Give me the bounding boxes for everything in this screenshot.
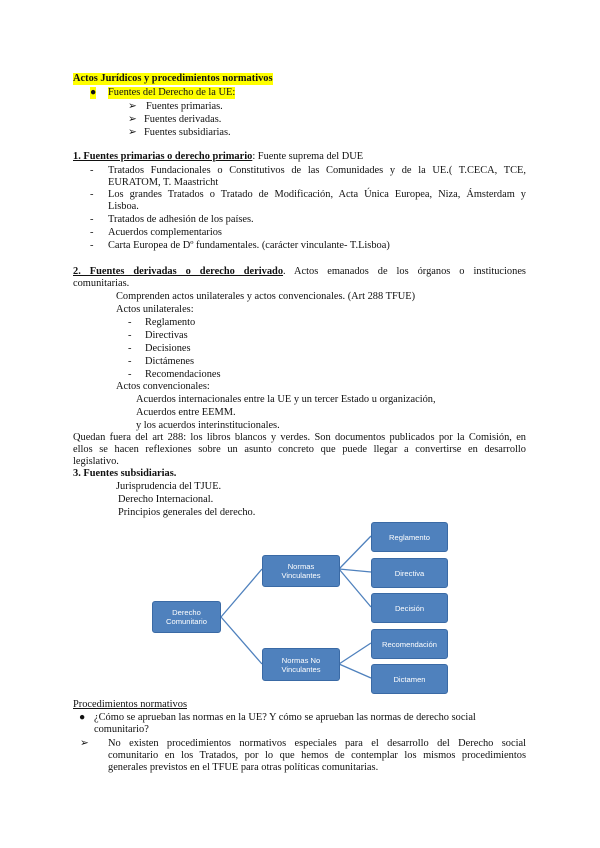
node-label: Normas No — [281, 655, 321, 665]
section1-item: Carta Europea de Dº fundamentales. (carácter vinculante- T.Lisboa) — [108, 240, 390, 251]
dash-marker: - — [90, 240, 94, 251]
procedimientos-answer: No existen procedimientos normativos especiales para el desarrollo del Derecho social — [108, 738, 526, 749]
connector-root-novinculantes — [221, 617, 262, 664]
subitem-subsidiarias: Fuentes subsidiarias. — [144, 127, 231, 138]
dash-marker: - — [128, 356, 132, 367]
sources-bullet: Fuentes del Derecho de la UE: — [108, 87, 236, 98]
node-label: Decisión — [394, 603, 425, 613]
diagram-node-derecho-comunitario — [152, 601, 221, 633]
section1-item: Lisboa. — [108, 201, 139, 212]
unilateral-item: Directivas — [145, 330, 188, 341]
procedimientos-answer: comunitario en los Tratados, por lo que hemos de contemplar los mismos procedimientos — [108, 750, 526, 761]
dash-marker: - — [128, 369, 132, 380]
section1-item: EURATOM, T. Maastricht — [108, 177, 219, 188]
node-label: Dictamen — [393, 674, 426, 684]
convencional-item: Acuerdos internacionales entre la UE y un tercer Estado u organización, — [136, 394, 436, 405]
connector-vinculantes-decision — [339, 569, 371, 607]
arrow-icon: ➢ — [128, 127, 137, 138]
dash-marker: - — [90, 214, 94, 225]
section2-heading-rest: . Actos emanados de los órganos o instituciones — [283, 266, 526, 277]
procedimientos-question: ¿Cómo se aprueban las normas en la UE? Y cómo se aprueban las normas de derecho social — [94, 712, 476, 723]
node-label: Vinculantes — [281, 664, 321, 674]
connector-novinculantes-recomendacion — [339, 643, 371, 664]
section1-item: Acuerdos complementarios — [108, 227, 222, 238]
diagram-node-reglamento — [371, 522, 448, 552]
connector-root-vinculantes — [221, 569, 262, 617]
connector-vinculantes-reglamento — [339, 536, 371, 569]
arrow-icon: ➢ — [80, 738, 89, 749]
section1-item: Tratados Fundacionales o Constitutivos de las Comunidades y de la UE.( T.CECA, TCE, — [108, 165, 526, 176]
dash-marker: - — [90, 227, 94, 238]
bullet-marker: ● — [90, 87, 97, 98]
section1-heading-rest: : Fuente suprema del DUE — [252, 151, 364, 162]
section2-comprenden: Comprenden actos unilaterales y actos convencionales. (Art 288 TFUE) — [116, 291, 416, 302]
node-label: Derecho — [172, 608, 201, 617]
convencional-item: y los acuerdos interinstitucionales. — [136, 420, 280, 431]
node-label: Recomendación — [382, 639, 437, 649]
section2-heading: 2. Fuentes derivadas o derecho derivado — [73, 266, 284, 277]
arrow-icon: ➢ — [128, 101, 137, 112]
subsidiaria-item: Jurisprudencia del TJUE. — [116, 481, 222, 492]
section3-heading: 3. Fuentes subsidiarias. — [73, 468, 177, 479]
node-label: Reglamento — [389, 532, 430, 542]
node-label: Normas — [287, 562, 315, 571]
page-title: Actos Jurídicos y procedimientos normativos — [73, 73, 273, 84]
section1-item: Tratados de adhesión de los países. — [108, 214, 254, 225]
diagram-node-normas-vinculantes — [262, 555, 340, 587]
section2-heading-rest-2: comunitarias. — [73, 278, 130, 289]
diagram-node-directiva — [371, 558, 448, 588]
node-label: Comunitario — [166, 617, 207, 626]
procedimientos-question: comunitario? — [94, 724, 149, 735]
bullet-marker: ● — [79, 712, 86, 723]
node-label: Vinculantes — [281, 571, 321, 580]
diagram-node-dictamen — [371, 664, 448, 694]
dash-marker: - — [128, 317, 132, 328]
diagram-node-recomendacion — [371, 629, 448, 659]
procedimientos-heading: Procedimientos normativos — [73, 699, 187, 710]
subsidiaria-item: Derecho Internacional. — [118, 494, 214, 505]
subitem-derivadas: Fuentes derivadas. — [144, 114, 222, 125]
convencional-item: Acuerdos entre EEMM. — [136, 407, 236, 418]
connector-novinculantes-dictamen — [339, 664, 371, 678]
unilateral-item: Dictámenes — [145, 356, 195, 367]
subsidiaria-item: Principios generales del derecho. — [118, 507, 256, 518]
diagram-node-normas-no-vinculantes — [262, 648, 340, 681]
section1-item: Los grandes Tratados o Tratado de Modificación, Acta Única Europea, Niza, Ámsterdam y — [108, 189, 526, 200]
subitem-primarias: Fuentes primarias. — [146, 101, 223, 112]
connector-vinculantes-directiva — [339, 569, 371, 572]
diagram-node-decision — [371, 593, 448, 623]
node-label: Directiva — [394, 568, 425, 578]
convencionales-label: Actos convencionales: — [116, 381, 210, 392]
section1-heading: 1. Fuentes primarias o derecho primario — [73, 151, 253, 162]
unilaterales-label: Actos unilaterales: — [116, 304, 194, 315]
unilateral-item: Recomendaciones — [145, 369, 221, 380]
section2-note: legislativo. — [73, 456, 119, 467]
unilateral-item: Decisiones — [145, 343, 191, 354]
dash-marker: - — [128, 330, 132, 341]
procedimientos-answer: generales previstos en el TFUE para otras políticas comunitarias. — [108, 762, 379, 773]
dash-marker: - — [90, 165, 94, 176]
arrow-icon: ➢ — [128, 114, 137, 125]
unilateral-item: Reglamento — [145, 317, 196, 328]
section2-note: ellos se hacen reflexiones sobre un asunto concreto que puede llegar a convertirse en desarrollo — [73, 444, 526, 455]
section2-note: Quedan fuera del art 288: los libros blancos y verdes. Son documentos publicados por la Comisión, en — [73, 432, 526, 443]
dash-marker: - — [128, 343, 132, 354]
dash-marker: - — [90, 189, 94, 200]
